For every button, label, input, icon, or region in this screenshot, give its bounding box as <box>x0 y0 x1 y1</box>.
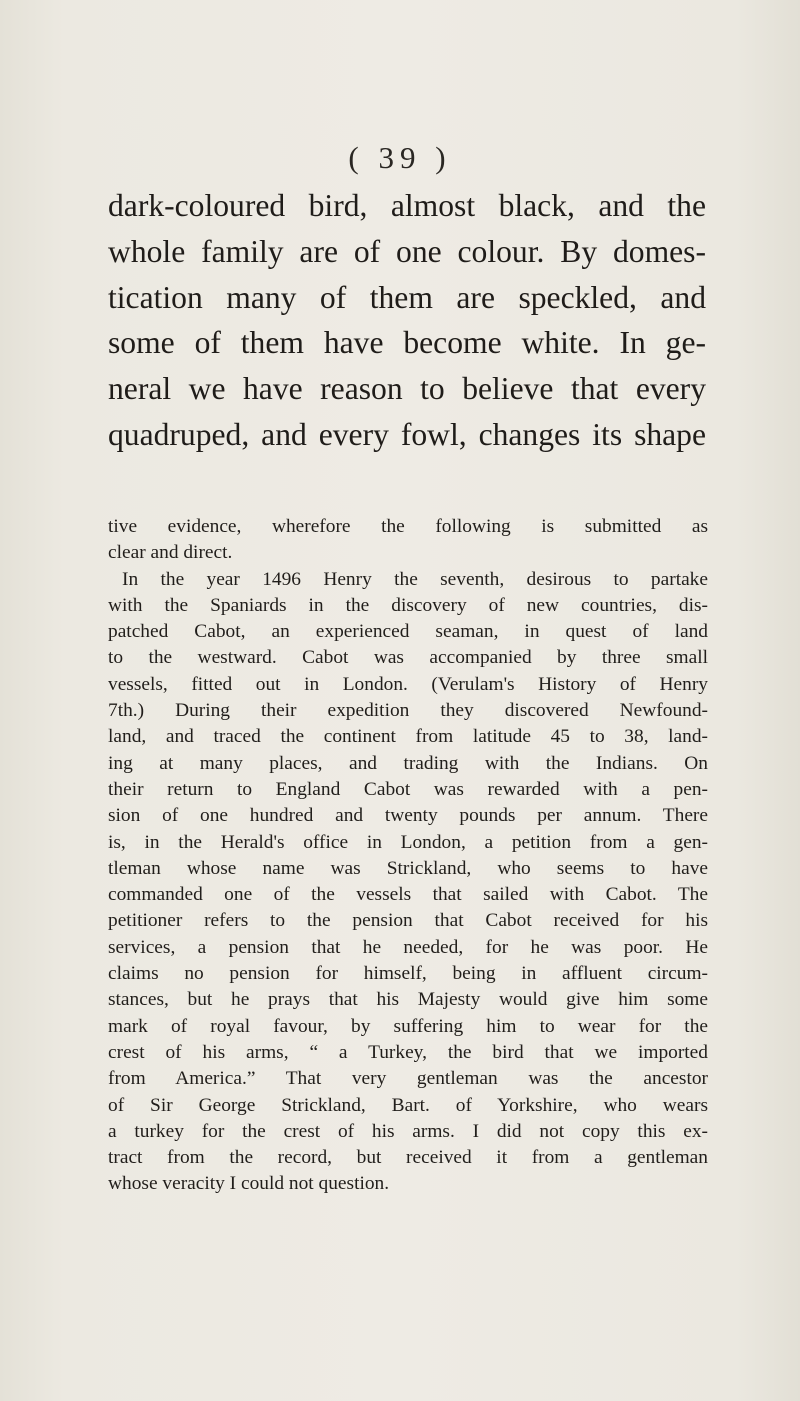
footnote-line: services, a pension that he needed, for he was poor. He <box>108 936 708 958</box>
footnote-line: In the year 1496 Henry the seventh, desirous to partake <box>122 568 708 590</box>
footnote-line: stances, but he prays that his Majesty would give him some <box>108 989 708 1011</box>
footnote-block <box>108 514 708 1198</box>
main-text-line: tication many of them are speckled, and <box>108 279 706 315</box>
main-text-block <box>108 183 706 458</box>
footnote-line: clear and direct. <box>108 542 233 564</box>
footnote-line: whose veracity I could not question. <box>108 1173 390 1195</box>
footnote-line: of Sir George Strickland, Bart. of Yorkshire, who wears <box>108 1094 708 1116</box>
footnote-line: tleman whose name was Strickland, who seems to have <box>108 857 708 879</box>
footnote-line: from America.” That very gentleman was the ancestor <box>108 1068 708 1090</box>
footnote-line: vessels, fitted out in London. (Verulam's History of Henry <box>108 673 708 695</box>
footnote-line: crest of his arms, “ a Turkey, the bird that we imported <box>108 1041 708 1063</box>
footnote-line: their return to England Cabot was rewarded with a pen- <box>108 778 708 800</box>
main-text-line: some of them have become white. In ge- <box>108 325 706 361</box>
footnote-line: mark of royal favour, by suffering him to wear for the <box>108 1015 708 1037</box>
footnote-line: patched Cabot, an experienced seaman, in quest of land <box>108 621 708 643</box>
footnote-line: claims no pension for himself, being in affluent circum- <box>108 963 708 985</box>
main-text-line: whole family are of one colour. By domes- <box>108 233 706 269</box>
main-text-line: neral we have reason to believe that every <box>108 371 706 407</box>
footnote-line: tive evidence, wherefore the following is submitted as <box>108 516 708 537</box>
footnote-line: tract from the record, but received it from a gentleman <box>108 1147 708 1169</box>
footnote-line: petitioner refers to the pension that Cabot received for his <box>108 910 708 932</box>
footnote-line: to the westward. Cabot was accompanied by three small <box>108 647 708 669</box>
footnote-line: is, in the Herald's office in London, a petition from a gen- <box>108 831 708 853</box>
footnote-line: ing at many places, and trading with the Indians. On <box>108 752 708 774</box>
main-text-line: quadruped, and every fowl, changes its shape <box>108 416 706 452</box>
footnote-line: commanded one of the vessels that sailed with Cabot. The <box>108 884 708 906</box>
page-number: ( 39 ) <box>348 140 452 175</box>
footnote-line: sion of one hundred and twenty pounds per annum. There <box>108 805 708 827</box>
footnote-line: 7th.) During their expedition they discovered Newfound- <box>108 700 708 722</box>
main-text-line: dark-coloured bird, almost black, and the <box>108 188 706 223</box>
footnote-line: with the Spaniards in the discovery of new countries, dis- <box>108 594 708 616</box>
footnote-line: a turkey for the crest of his arms. I did not copy this ex- <box>108 1120 708 1142</box>
footnote-line: land, and traced the continent from latitude 45 to 38, land- <box>108 726 708 748</box>
